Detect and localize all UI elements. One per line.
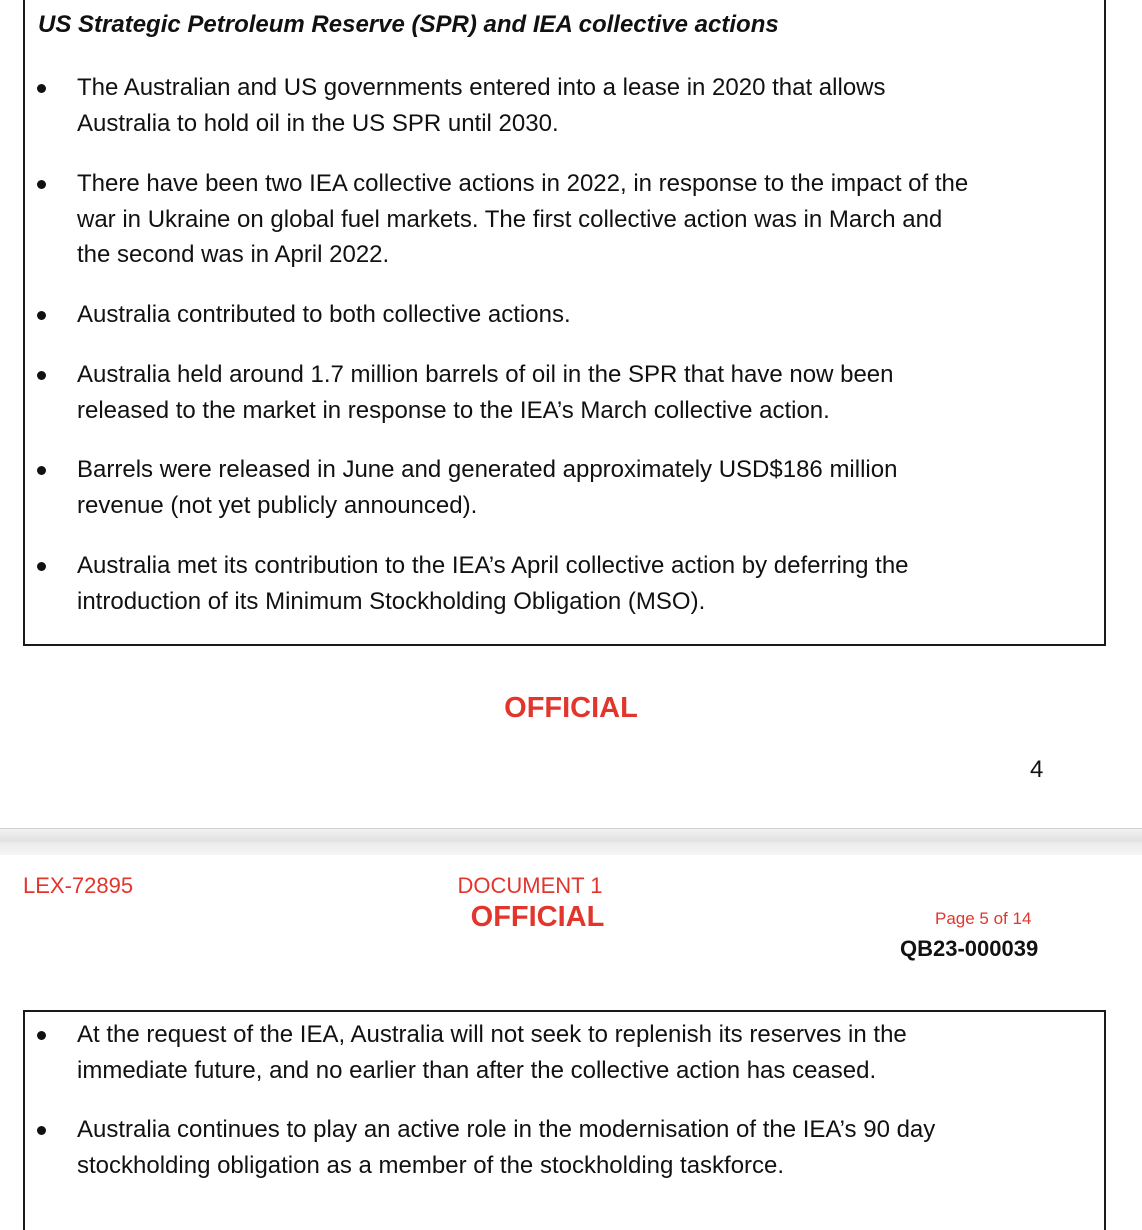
bullet-dot-icon	[37, 371, 46, 380]
bullet-dot-icon	[37, 84, 46, 93]
bullet-text: Barrels were released in June and generated approximately USD$186 million revenue (not yet publicly announced).	[77, 456, 898, 519]
bullet-dot-icon	[37, 466, 46, 475]
bullet-dot-icon	[37, 562, 46, 571]
lex-reference: LEX-72895	[23, 873, 134, 898]
bullet-dot-icon	[37, 1126, 46, 1135]
bullet-dot-icon	[37, 311, 46, 320]
bullet-text: There have been two IEA collective actions in 2022, in response to the impact of the war in Ukraine on global fuel markets. The first collective action was in March and the second was in April 2022.	[77, 170, 969, 268]
question-number: QB23-000039	[900, 936, 1039, 961]
section-heading: US Strategic Petroleum Reserve (SPR) and IEA collective actions	[38, 11, 779, 38]
bullet-text: The Australian and US governments entered into a lease in 2020 that allows Australia to hold oil in the US SPR until 2030.	[77, 74, 886, 137]
bullet-text: Australia continues to play an active role in the modernisation of the IEA’s 90 day stockholding obligation as a member of the stockholding taskforce.	[77, 1116, 936, 1179]
page-number: 4	[1030, 756, 1044, 783]
classification-footer: OFFICIAL	[504, 692, 638, 724]
bullet-text: At the request of the IEA, Australia will not seek to replenish its reserves in the immediate future, and no earlier than after the collective action has ceased.	[77, 1021, 907, 1084]
bullet-text: Australia held around 1.7 million barrels of oil in the SPR that have now been released to the market in response to the IEA’s March collective action.	[77, 361, 894, 424]
document-label: DOCUMENT 1	[457, 873, 603, 898]
bullet-text: Australia met its contribution to the IEA’s April collective action by deferring the introduction of its Minimum Stockholding Obligation (MSO).	[77, 552, 909, 615]
classification-header: OFFICIAL	[470, 901, 605, 933]
briefing-box	[23, 0, 1106, 646]
page-of-label: Page 5 of 14	[935, 909, 1032, 928]
bullet-dot-icon	[37, 180, 46, 189]
bullet-text: Australia contributed to both collective actions.	[77, 301, 571, 328]
bullet-dot-icon	[37, 1031, 46, 1040]
briefing-box-continued	[23, 1010, 1106, 1230]
page-divider	[0, 828, 1142, 856]
